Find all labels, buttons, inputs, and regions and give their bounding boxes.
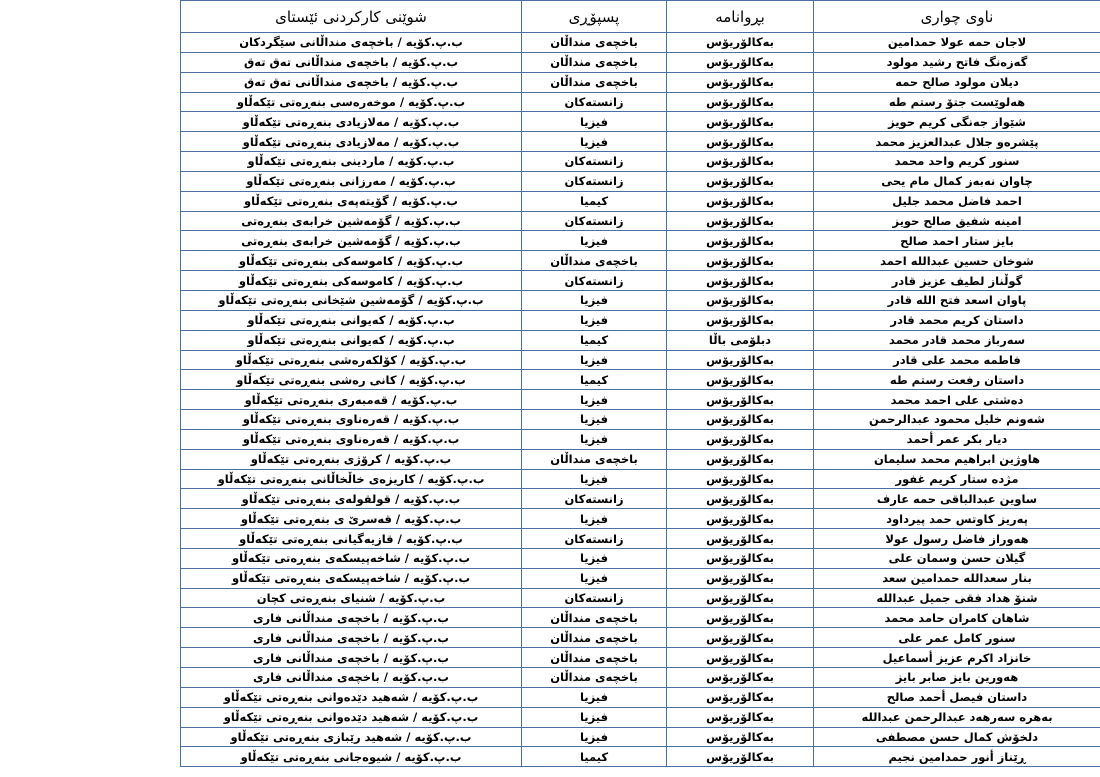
cell-name: سەرباز محمد قادر محمد xyxy=(814,330,1100,350)
cell-specialty: زانستەکان xyxy=(522,529,667,549)
cell-name: گوڵناز لطیف عزیز قادر xyxy=(814,271,1100,291)
cell-certificate: بەکالۆریۆس xyxy=(667,370,814,390)
table-row xyxy=(181,112,1100,132)
cell-name: بەهرە سەرهەد عبدالرحمن عبدالله xyxy=(814,707,1100,727)
cell-name: پەریز کاوتس حمد پیرداود xyxy=(814,509,1100,529)
table-row xyxy=(181,310,1100,330)
cell-workplace: ب.پ.کۆیە / باخچەی منداڵانی فاری xyxy=(181,608,522,628)
table-row xyxy=(181,152,1100,172)
cell-workplace: ب.پ.کۆیە / شەهید دێدەوانی بنەڕەتی تێکەڵاو xyxy=(181,707,522,727)
cell-certificate: بەکالۆریۆس xyxy=(667,628,814,648)
cell-workplace: ب.پ.کۆیە / موخەرەسی بنەڕەتی تێکەڵاو xyxy=(181,92,522,112)
table-row xyxy=(181,727,1100,747)
header-name: ناوی چواری xyxy=(814,1,1100,33)
cell-name: شەونم خلیل محمود عبدالرحمن xyxy=(814,410,1100,430)
cell-certificate: بەکالۆریۆس xyxy=(667,727,814,747)
cell-name: مژدە ستار کریم غفور xyxy=(814,469,1100,489)
cell-name: فاطمه محمد علی قادر xyxy=(814,350,1100,370)
table-row xyxy=(181,608,1100,628)
table-row xyxy=(181,132,1100,152)
cell-workplace: ب.پ.کۆیە / کرۆژی بنەڕەتی تێکەڵاو xyxy=(181,449,522,469)
cell-workplace: ب.پ.کۆیە / باخچەی منداڵانی فاری xyxy=(181,648,522,668)
cell-name: داستان رفعت رستم طه xyxy=(814,370,1100,390)
table-row xyxy=(181,92,1100,112)
table-row xyxy=(181,211,1100,231)
cell-workplace: ب.پ.کۆیە / کەیوانی بنەڕەتی تێکەڵاو xyxy=(181,310,522,330)
cell-specialty: باخچەی منداڵان xyxy=(522,608,667,628)
cell-specialty: زانستەکان xyxy=(522,588,667,608)
cell-name: داستان کریم محمد قادر xyxy=(814,310,1100,330)
cell-specialty: فیزیا xyxy=(522,727,667,747)
cell-specialty: فیزیا xyxy=(522,350,667,370)
cell-specialty: فیزیا xyxy=(522,132,667,152)
cell-name: سنور کامل عمر علی xyxy=(814,628,1100,648)
cell-name: دەشتی علی احمد محمد xyxy=(814,390,1100,410)
cell-specialty: فیزیا xyxy=(522,429,667,449)
cell-specialty: باخچەی منداڵان xyxy=(522,668,667,688)
table-row xyxy=(181,231,1100,251)
cell-specialty: باخچەی منداڵان xyxy=(522,628,667,648)
cell-specialty: کیمیا xyxy=(522,370,667,390)
table-row xyxy=(181,271,1100,291)
cell-specialty: زانستەکان xyxy=(522,271,667,291)
cell-specialty: باخچەی منداڵان xyxy=(522,72,667,92)
cell-specialty: فیزیا xyxy=(522,310,667,330)
table-header-row xyxy=(181,1,1100,33)
table-row xyxy=(181,568,1100,588)
cell-name: گیلان حسن وسمان علی xyxy=(814,548,1100,568)
cell-name: دلخۆش کمال حسن مصطفی xyxy=(814,727,1100,747)
cell-certificate: بەکالۆریۆس xyxy=(667,747,814,767)
table-row xyxy=(181,469,1100,489)
cell-workplace: ب.پ.کۆیە / باخچەی منداڵانی تەق تەق xyxy=(181,52,522,72)
cell-workplace: ب.پ.کۆیە / مەرزانی بنەڕەتی تێکەڵاو xyxy=(181,171,522,191)
cell-name: ساوین عبدالباقی حمه عارف xyxy=(814,489,1100,509)
cell-name: پێشرەو جلال عبدالعزیز محمد xyxy=(814,132,1100,152)
cell-name: لاجان حمه عولا حمدامین xyxy=(814,33,1100,53)
cell-workplace: ب.پ.کۆیە / قەمبەری بنەڕەتی تێکەڵاو xyxy=(181,390,522,410)
header-certificate: بڕوانامە xyxy=(667,1,814,33)
cell-name: بنار سعدالله حمدامین سعد xyxy=(814,568,1100,588)
cell-workplace: ب.پ.کۆیە / گۆمەشین شێخانی بنەڕەتی تێکەڵاو xyxy=(181,290,522,310)
table-row xyxy=(181,251,1100,271)
cell-specialty: فیزیا xyxy=(522,410,667,430)
cell-certificate: بەکالۆریۆس xyxy=(667,290,814,310)
cell-specialty: فیزیا xyxy=(522,687,667,707)
cell-name: خانزاد اکرم عزیز أسماعیل xyxy=(814,648,1100,668)
cell-specialty: فیزیا xyxy=(522,290,667,310)
table-row xyxy=(181,191,1100,211)
header-workplace: شوێنی کارکردنی ئێستای xyxy=(181,1,522,33)
table-row xyxy=(181,628,1100,648)
cell-workplace: ب.پ.کۆیە / قەرەناوی بنەڕەتی تێکەڵاو xyxy=(181,429,522,449)
cell-specialty: باخچەی منداڵان xyxy=(522,251,667,271)
table-row xyxy=(181,390,1100,410)
table-row xyxy=(181,648,1100,668)
cell-certificate: بەکالۆریۆس xyxy=(667,72,814,92)
cell-certificate: بەکالۆریۆس xyxy=(667,469,814,489)
cell-name: داستان فیصل أحمد صالح xyxy=(814,687,1100,707)
table-row xyxy=(181,489,1100,509)
cell-certificate: دبلۆمی باڵا xyxy=(667,330,814,350)
cell-certificate: بەکالۆریۆس xyxy=(667,132,814,152)
cell-workplace: ب.پ.کۆیە / کانی رەشی بنەڕەتی تێکەڵاو xyxy=(181,370,522,390)
cell-name: هەلوێست جتۆ رستم طه xyxy=(814,92,1100,112)
cell-specialty: فیزیا xyxy=(522,548,667,568)
cell-name: هاوژین ابراهیم محمد سلیمان xyxy=(814,449,1100,469)
cell-certificate: بەکالۆریۆس xyxy=(667,52,814,72)
cell-certificate: بەکالۆریۆس xyxy=(667,33,814,53)
table-row xyxy=(181,370,1100,390)
cell-specialty: فیزیا xyxy=(522,112,667,132)
table-row xyxy=(181,509,1100,529)
cell-name: پاوان اسعد فتح الله قادر xyxy=(814,290,1100,310)
cell-workplace: ب.پ.کۆیە / گۆیتەپەی بنەڕەتی تێکەڵاو xyxy=(181,191,522,211)
table-row xyxy=(181,330,1100,350)
table-row xyxy=(181,429,1100,449)
table-row xyxy=(181,410,1100,430)
cell-certificate: بەکالۆریۆس xyxy=(667,668,814,688)
cell-certificate: بەکالۆریۆس xyxy=(667,489,814,509)
cell-workplace: ب.پ.کۆیە / قازیەگیانی بنەڕەتی تێکەڵاو xyxy=(181,529,522,549)
cell-specialty: زانستەکان xyxy=(522,211,667,231)
cell-certificate: بەکالۆریۆس xyxy=(667,707,814,727)
cell-name: امینه شفیق صالح حویز xyxy=(814,211,1100,231)
header-specialty: پسپۆڕی xyxy=(522,1,667,33)
cell-workplace: ب.پ.کۆیە / باخچەی منداڵانی فاری xyxy=(181,668,522,688)
cell-certificate: بەکالۆریۆس xyxy=(667,588,814,608)
cell-specialty: کیمیا xyxy=(522,191,667,211)
cell-specialty: باخچەی منداڵان xyxy=(522,648,667,668)
table-row xyxy=(181,747,1100,767)
cell-certificate: بەکالۆریۆس xyxy=(667,171,814,191)
cell-workplace: ب.پ.کۆیە / قەرەناوی بنەڕەتی تێکەڵاو xyxy=(181,410,522,430)
cell-specialty: زانستەکان xyxy=(522,489,667,509)
cell-name: شاهان کامران حامد محمد xyxy=(814,608,1100,628)
cell-certificate: بەکالۆریۆس xyxy=(667,509,814,529)
cell-certificate: بەکالۆریۆس xyxy=(667,251,814,271)
cell-workplace: ب.پ.کۆیە / مەلازیادی بنەڕەتی تێکەڵاو xyxy=(181,112,522,132)
cell-specialty: فیزیا xyxy=(522,469,667,489)
cell-name: شنۆ هداد فقی جمیل عبدالله xyxy=(814,588,1100,608)
table-row xyxy=(181,668,1100,688)
cell-workplace: ب.پ.کۆیە / گۆمەشین خرابەی بنەڕەتی xyxy=(181,231,522,251)
cell-specialty: فیزیا xyxy=(522,390,667,410)
cell-name: بایز ستار احمد صالح xyxy=(814,231,1100,251)
cell-name: چاوان نەبەز کمال مام یحی xyxy=(814,171,1100,191)
cell-certificate: بەکالۆریۆس xyxy=(667,608,814,628)
cell-workplace: ب.پ.کۆیە / شیوەجانی بنەڕەتی تێکەڵاو xyxy=(181,747,522,767)
cell-certificate: بەکالۆریۆس xyxy=(667,548,814,568)
cell-certificate: بەکالۆریۆس xyxy=(667,568,814,588)
table-row xyxy=(181,707,1100,727)
cell-certificate: بەکالۆریۆس xyxy=(667,231,814,251)
cell-specialty: زانستەکان xyxy=(522,92,667,112)
cell-certificate: بەکالۆریۆس xyxy=(667,410,814,430)
cell-workplace: ب.پ.کۆیە / ماردینی بنەڕەتی تێکەڵاو xyxy=(181,152,522,172)
table-body xyxy=(181,33,1100,767)
cell-certificate: بەکالۆریۆس xyxy=(667,271,814,291)
cell-name: گەزەنگ فاتح رشید مولود xyxy=(814,52,1100,72)
cell-workplace: ب.پ.کۆیە / کۆلکەرەشی بنەڕەتی تێکەڵاو xyxy=(181,350,522,370)
table-row xyxy=(181,548,1100,568)
table-row xyxy=(181,350,1100,370)
cell-workplace: ب.پ.کۆیە / قەسرێ ی بنەڕەتی تێکەڵاو xyxy=(181,509,522,529)
cell-name: دیار بکر عمر أحمد xyxy=(814,429,1100,449)
cell-specialty: فیزیا xyxy=(522,568,667,588)
cell-name: شێواز جەنگی کریم حویز xyxy=(814,112,1100,132)
cell-workplace: ب.پ.کۆیە / شەهید دێدەوانی بنەڕەتی تێکەڵاو xyxy=(181,687,522,707)
table-row xyxy=(181,290,1100,310)
cell-specialty: زانستەکان xyxy=(522,171,667,191)
table-row xyxy=(181,687,1100,707)
cell-specialty: فیزیا xyxy=(522,231,667,251)
cell-name: هەورین بایز صابر بایز xyxy=(814,668,1100,688)
cell-specialty: باخچەی منداڵان xyxy=(522,449,667,469)
cell-specialty: باخچەی منداڵان xyxy=(522,52,667,72)
cell-certificate: بەکالۆریۆس xyxy=(667,648,814,668)
cell-name: سنور کریم واحد محمد xyxy=(814,152,1100,172)
table-row xyxy=(181,72,1100,92)
cell-certificate: بەکالۆریۆس xyxy=(667,429,814,449)
cell-workplace: ب.پ.کۆیە / شاخەپیسکەی بنەڕەتی تێکەڵاو xyxy=(181,568,522,588)
cell-specialty: فیزیا xyxy=(522,707,667,727)
cell-certificate: بەکالۆریۆس xyxy=(667,687,814,707)
cell-workplace: ب.پ.کۆیە / باخچەی منداڵانی سێگردکان xyxy=(181,33,522,53)
cell-name: احمد فاضل محمد جلیل xyxy=(814,191,1100,211)
cell-workplace: ب.پ.کۆیە / باخچەی منداڵانی فاری xyxy=(181,628,522,648)
table-row xyxy=(181,171,1100,191)
teacher-assignment-table xyxy=(180,0,1100,767)
cell-certificate: بەکالۆریۆس xyxy=(667,350,814,370)
table-row xyxy=(181,33,1100,53)
cell-workplace: ب.پ.کۆیە / شنیای بنەڕەتی کچان xyxy=(181,588,522,608)
cell-workplace: ب.پ.کۆیە / کاموسەکی بنەڕەتی تێکەڵاو xyxy=(181,251,522,271)
cell-workplace: ب.پ.کۆیە / کەیوانی بنەڕەتی تێکەڵاو xyxy=(181,330,522,350)
table-row xyxy=(181,449,1100,469)
cell-specialty: کیمیا xyxy=(522,747,667,767)
cell-workplace: ب.پ.کۆیە / قولقولەی بنەڕەتی تێکەڵاو xyxy=(181,489,522,509)
cell-certificate: بەکالۆریۆس xyxy=(667,390,814,410)
cell-name: ڕێناز أنور حمدامین نجیم xyxy=(814,747,1100,767)
cell-workplace: ب.پ.کۆیە / شاخەپیسکەی بنەڕەتی تێکەڵاو xyxy=(181,548,522,568)
cell-certificate: بەکالۆریۆس xyxy=(667,92,814,112)
cell-certificate: بەکالۆریۆس xyxy=(667,191,814,211)
cell-specialty: زانستەکان xyxy=(522,152,667,172)
cell-certificate: بەکالۆریۆس xyxy=(667,211,814,231)
cell-workplace: ب.پ.کۆیە / کاموسەکی بنەڕەتی تێکەڵاو xyxy=(181,271,522,291)
cell-specialty: باخچەی منداڵان xyxy=(522,33,667,53)
cell-certificate: بەکالۆریۆس xyxy=(667,152,814,172)
cell-specialty: فیزیا xyxy=(522,509,667,529)
cell-workplace: ب.پ.کۆیە / گۆمەشین خرابەی بنەڕەتی xyxy=(181,211,522,231)
cell-name: دیلان مولود صالح حمه xyxy=(814,72,1100,92)
cell-name: هەوراز فاضل رسول عولا xyxy=(814,529,1100,549)
cell-workplace: ب.پ.کۆیە / کاریزەی خاڵخاڵانی بنەڕەتی تێکەڵاو xyxy=(181,469,522,489)
cell-name: شوخان حسین عبدالله احمد xyxy=(814,251,1100,271)
cell-workplace: ب.پ.کۆیە / باخچەی منداڵانی تەق تەق xyxy=(181,72,522,92)
cell-certificate: بەکالۆریۆس xyxy=(667,449,814,469)
cell-workplace: ب.پ.کۆیە / شەهید رێبازی بنەڕەتی تێکەڵاو xyxy=(181,727,522,747)
cell-workplace: ب.پ.کۆیە / مەلازیادی بنەڕەتی تێکەڵاو xyxy=(181,132,522,152)
table-row xyxy=(181,52,1100,72)
cell-certificate: بەکالۆریۆس xyxy=(667,112,814,132)
cell-certificate: بەکالۆریۆس xyxy=(667,529,814,549)
table-row xyxy=(181,529,1100,549)
table-row xyxy=(181,588,1100,608)
cell-certificate: بەکالۆریۆس xyxy=(667,310,814,330)
cell-specialty: کیمیا xyxy=(522,330,667,350)
